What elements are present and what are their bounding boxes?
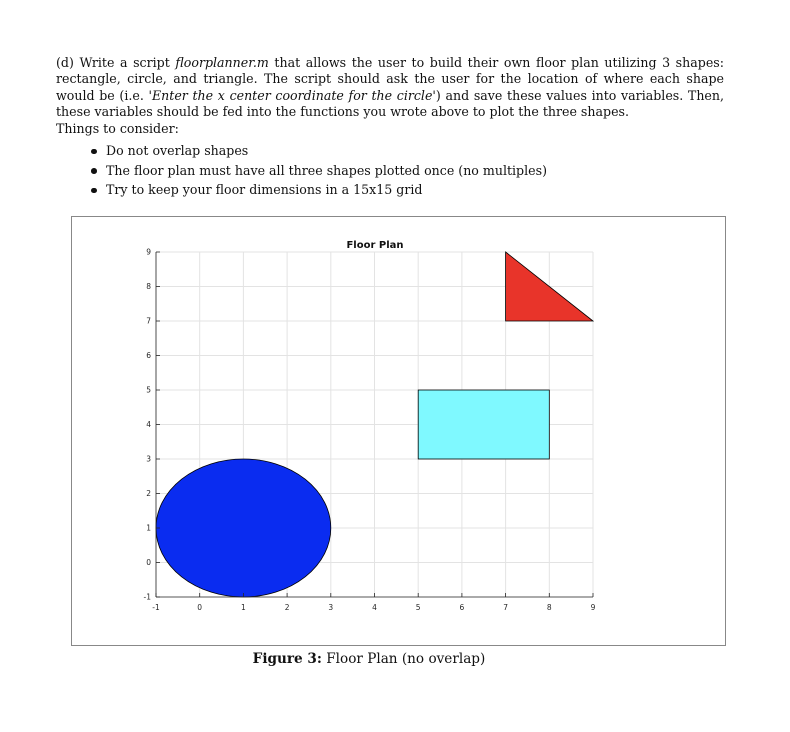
bullet-item — [89, 180, 724, 200]
x-tick-label: 6 — [459, 603, 465, 612]
problem-text-1: Write a script — [79, 55, 176, 70]
x-tick-label: 1 — [241, 603, 246, 612]
y-tick-label: 7 — [146, 316, 151, 326]
bullet-text: The floor plan must have all three shapes plotted once (no multiples) — [106, 162, 547, 178]
y-tick-label: 8 — [146, 282, 151, 292]
x-tick-label: 9 — [590, 603, 596, 612]
y-tick-label: 1 — [146, 523, 151, 533]
bullet-text: Do not overlap shapes — [106, 143, 249, 159]
bullet-icon — [91, 149, 97, 155]
problem-text-3: ) and save these values into variables. Then, these variables should be fed into the functions you wrote above to plot the three shapes. — [56, 87, 724, 120]
x-tick-label: 0 — [197, 603, 203, 612]
circle-shape — [156, 459, 331, 597]
y-tick-label: 3 — [146, 454, 151, 464]
x-tick-label: 8 — [546, 603, 552, 612]
problem-statement — [56, 55, 724, 200]
problem-label: (d) — [56, 55, 74, 70]
x-tick-label: 2 — [284, 603, 290, 612]
problem-paragraph — [56, 55, 724, 121]
y-tick-label: 6 — [146, 351, 151, 361]
figure-frame — [71, 216, 726, 646]
bullet-list — [56, 141, 724, 200]
bullet-item — [89, 141, 724, 161]
floor-plan-chart — [72, 217, 725, 645]
rectangle-shape — [418, 390, 549, 459]
bullet-icon — [91, 168, 97, 174]
chart-title: Floor Plan — [346, 240, 404, 251]
y-tick-label: 9 — [146, 247, 151, 257]
y-tick-label: -1 — [143, 592, 151, 602]
x-tick-label: 3 — [328, 603, 334, 612]
y-tick-label: 4 — [146, 420, 151, 430]
things-heading: Things to consider: — [56, 120, 179, 136]
x-tick-label: 7 — [503, 603, 508, 612]
y-tick-label: 5 — [146, 385, 151, 395]
x-tick-label: 4 — [372, 603, 377, 612]
problem-text-2: that allows the user to build their own floor plan utilizing 3 shapes: rectangle, circle, and triangle. The script should ask the user for the location of where each shape would be (i.e. — [56, 55, 724, 103]
bullet-text: Try to keep your floor dimensions in a 15x15 grid — [106, 182, 423, 198]
x-tick-label: -1 — [152, 603, 160, 612]
caption-label: Figure 3: — [252, 651, 322, 667]
bullet-item — [89, 161, 724, 181]
y-tick-label: 0 — [146, 558, 151, 568]
bullet-icon — [91, 188, 97, 194]
script-name: floorplanner.m — [175, 55, 269, 70]
figure-caption — [0, 651, 738, 667]
y-tick-label: 2 — [146, 489, 151, 499]
x-tick-label: 5 — [415, 603, 421, 612]
caption-text: Floor Plan (no overlap) — [326, 651, 486, 667]
example-prompt: 'Enter the x center coordinate for the circle' — [148, 87, 436, 103]
